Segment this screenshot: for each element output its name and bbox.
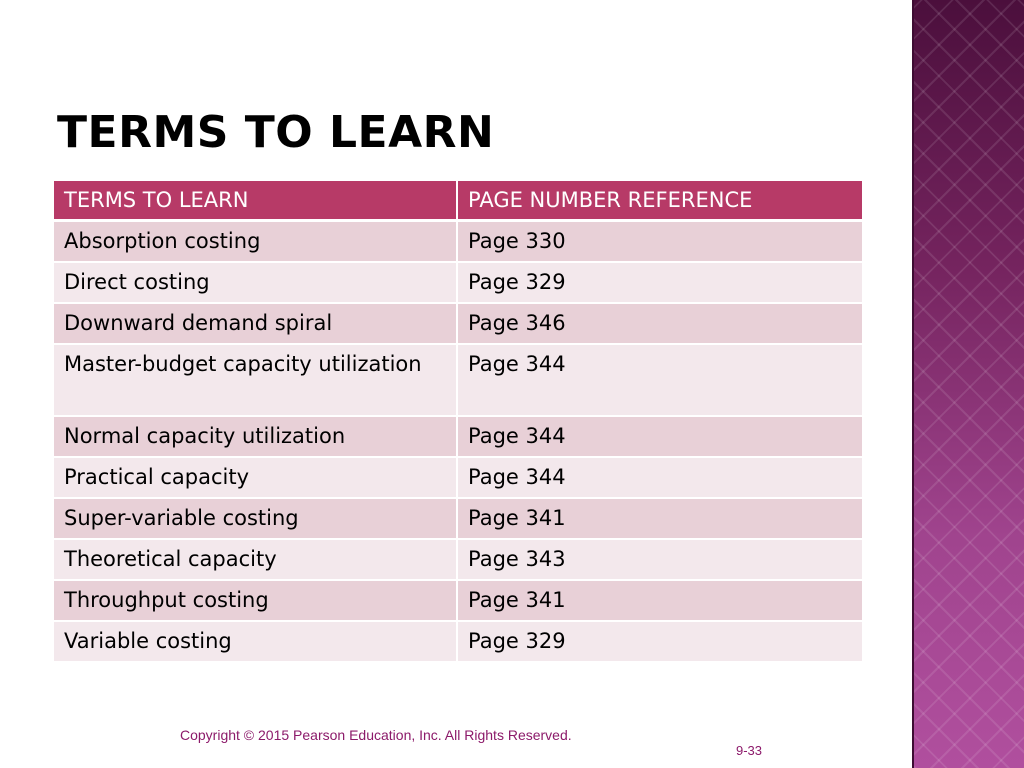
table-row bbox=[53, 262, 863, 303]
page-cell: Page 330 bbox=[457, 221, 863, 263]
table-row bbox=[53, 416, 863, 457]
header-page-reference: PAGE NUMBER REFERENCE bbox=[457, 181, 863, 221]
table-row bbox=[53, 344, 863, 416]
table-row bbox=[53, 539, 863, 580]
table-row bbox=[53, 457, 863, 498]
table-row bbox=[53, 221, 863, 263]
term-cell: Master-budget capacity utilization bbox=[53, 344, 457, 416]
term-cell: Super-variable costing bbox=[53, 498, 457, 539]
page-cell: Page 329 bbox=[457, 621, 863, 662]
page-cell: Page 344 bbox=[457, 416, 863, 457]
term-cell: Absorption costing bbox=[53, 221, 457, 263]
header-terms: TERMS TO LEARN bbox=[53, 181, 457, 221]
table-row bbox=[53, 580, 863, 621]
table-row bbox=[53, 303, 863, 344]
page-cell: Page 341 bbox=[457, 580, 863, 621]
page-cell: Page 341 bbox=[457, 498, 863, 539]
term-cell: Throughput costing bbox=[53, 580, 457, 621]
page-cell: Page 343 bbox=[457, 539, 863, 580]
slide-title: TERMS TO LEARN bbox=[57, 107, 495, 158]
decorative-side-panel bbox=[912, 0, 1024, 768]
slide-number: 9-33 bbox=[736, 743, 763, 758]
page-cell: Page 344 bbox=[457, 457, 863, 498]
term-cell: Normal capacity utilization bbox=[53, 416, 457, 457]
term-cell: Downward demand spiral bbox=[53, 303, 457, 344]
copyright-notice: Copyright © 2015 Pearson Education, Inc. All Rights Reserved. bbox=[180, 727, 572, 743]
term-cell: Theoretical capacity bbox=[53, 539, 457, 580]
terms-table bbox=[52, 181, 864, 663]
page-cell: Page 344 bbox=[457, 344, 863, 416]
table-row bbox=[53, 621, 863, 662]
term-cell: Variable costing bbox=[53, 621, 457, 662]
term-cell: Practical capacity bbox=[53, 457, 457, 498]
table-header-row bbox=[53, 181, 863, 221]
table-row bbox=[53, 498, 863, 539]
term-cell: Direct costing bbox=[53, 262, 457, 303]
page-cell: Page 346 bbox=[457, 303, 863, 344]
page-cell: Page 329 bbox=[457, 262, 863, 303]
